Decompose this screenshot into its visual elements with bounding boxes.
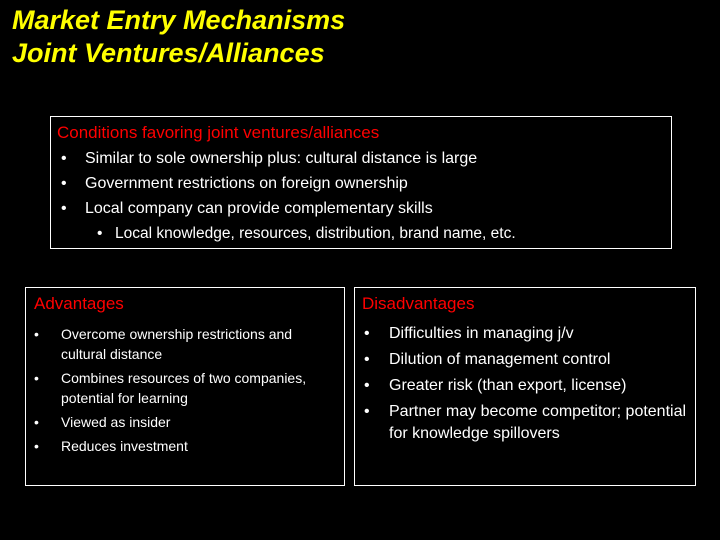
advantages-list (34, 324, 336, 456)
bullet-icon: • (61, 175, 67, 192)
list-item (362, 349, 687, 371)
list-item-text: Viewed as insider (61, 414, 171, 430)
list-item-text: Similar to sole ownership plus: cultural distance is large (85, 150, 478, 167)
advantages-box (25, 287, 345, 486)
list-item (34, 324, 336, 364)
slide-title (12, 4, 345, 70)
bullet-icon: • (364, 403, 370, 420)
bullet-icon: • (34, 438, 39, 454)
list-item-text: Difficulties in managing j/v (389, 325, 574, 342)
disadvantages-list (362, 323, 687, 445)
list-item (57, 196, 665, 221)
slide-title-line-2: Joint Ventures/Alliances (12, 38, 325, 68)
list-item (362, 375, 687, 397)
disadvantages-box (354, 287, 696, 486)
list-item-text: Local company can provide complementary skills (85, 200, 433, 217)
list-item-text: Greater risk (than export, license) (389, 377, 627, 394)
list-item (362, 401, 687, 445)
slide-title-line-1: Market Entry Mechanisms (12, 5, 346, 35)
sub-list-item-text: Local knowledge, resources, distribution, brand name, etc. (115, 225, 516, 242)
bullet-icon: • (34, 326, 39, 342)
conditions-list (57, 146, 665, 246)
bullet-icon: • (61, 200, 67, 217)
bullet-icon: • (34, 414, 39, 430)
list-item-text: Reduces investment (61, 438, 188, 454)
list-item (34, 412, 336, 432)
bullet-icon: • (61, 150, 67, 167)
list-item-text: Government restrictions on foreign ownership (85, 175, 408, 192)
list-item (34, 436, 336, 456)
list-item-text: Partner may become competitor; potential for knowledge spillovers (389, 403, 687, 442)
list-item (57, 146, 665, 171)
list-item-text: Overcome ownership restrictions and cultural distance (61, 326, 293, 362)
sub-list-item (57, 221, 665, 246)
list-item-text: Dilution of management control (389, 351, 611, 368)
bullet-icon: • (364, 377, 370, 394)
advantages-heading: Advantages (34, 294, 124, 313)
list-item (57, 171, 665, 196)
bullet-icon: • (97, 225, 103, 242)
bullet-icon: • (364, 351, 370, 368)
list-item (362, 323, 687, 345)
conditions-heading: Conditions favoring joint ventures/alliances (57, 123, 380, 142)
bullet-icon: • (34, 370, 39, 386)
list-item-text: Combines resources of two companies, potential for learning (61, 370, 307, 406)
conditions-box (50, 116, 672, 249)
list-item (34, 368, 336, 408)
disadvantages-heading: Disadvantages (362, 294, 475, 313)
bullet-icon: • (364, 325, 370, 342)
